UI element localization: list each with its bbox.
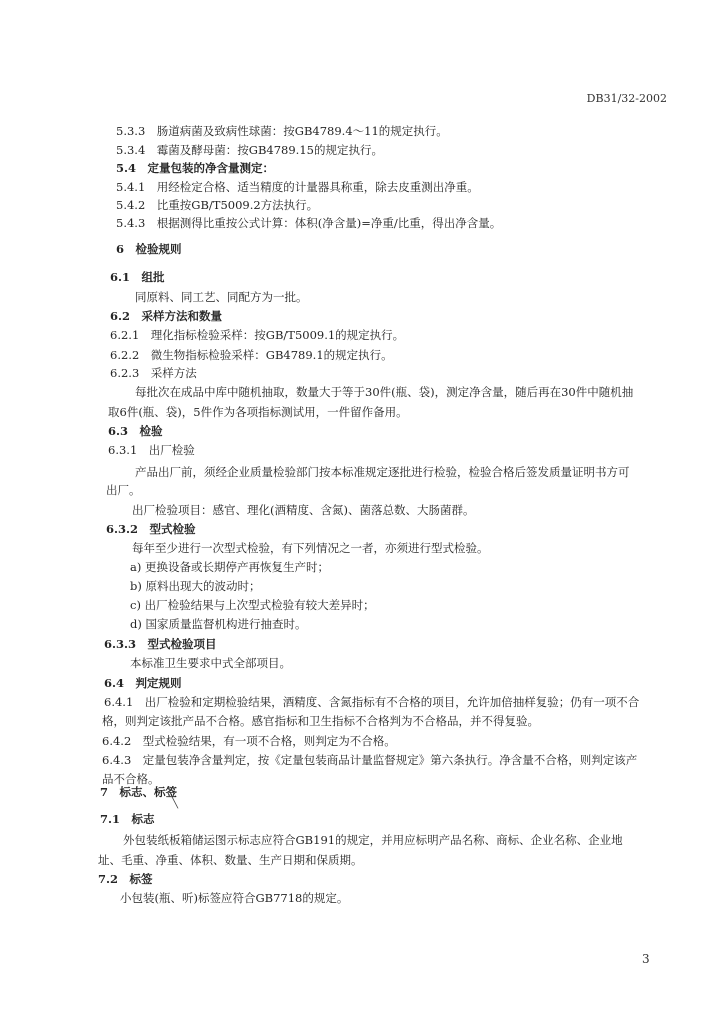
text-line: 格，则判定该批产品不合格。感官指标和卫生指标不合格判为不合格品，并不得复验。: [102, 714, 539, 728]
section-heading: 6.2 采样方法和数量: [110, 309, 223, 323]
section-heading: 6 检验规则: [116, 242, 182, 256]
section-heading: 7.2 标签: [98, 872, 153, 886]
text-line: 6.2.1 理化指标检验采样：按GB/T5009.1的规定执行。: [110, 328, 405, 342]
text-line: 5.4.3 根据测得比重按公式计算：体积(净含量)=净重/比重，得出净含量。: [116, 216, 502, 230]
text-line: 址、毛重、净重、体积、数量、生产日期和保质期。: [98, 853, 363, 867]
section-heading: 7 标志、标签: [100, 785, 178, 799]
text-line: 小包装(瓶、听)标签应符合GB7718的规定。: [120, 891, 349, 905]
list-item: a) 更换设备或长期停产再恢复生产时；: [130, 560, 329, 574]
text-line: 同原料、同工艺、同配方为一批。: [135, 290, 308, 304]
text-line: 6.2.2 微生物指标检验采样：GB4789.1的规定执行。: [110, 348, 393, 362]
text-line: 5.4.2 比重按GB/T5009.2方法执行。: [116, 198, 319, 212]
list-item: d) 国家质量监督机构进行抽查时。: [130, 617, 307, 631]
text-line: 5.3.4 霉菌及酵母菌：按GB4789.15的规定执行。: [116, 143, 383, 157]
text-line: 6.2.3 采样方法: [110, 366, 197, 380]
text-line: 每批次在成品中库中随机抽取，数量大于等于30件(瓶、袋)，测定净含量，随后再在30件中随机抽: [135, 385, 634, 399]
text-line: 6.3.1 出厂检验: [108, 443, 195, 457]
section-heading: 6.3.2 型式检验: [106, 522, 196, 536]
scan-mark: ╲: [172, 798, 179, 809]
section-heading: 7.1 标志: [100, 812, 155, 826]
list-item: c) 出厂检验结果与上次型式检验有较大差异时；: [130, 598, 375, 612]
list-item: b) 原料出现大的波动时；: [130, 579, 261, 593]
text-line: 5.3.3 肠道病菌及致病性球菌：按GB4789.4～11的规定执行。: [116, 124, 448, 138]
text-line: 6.4.3 定量包装净含量判定，按《定量包装商品计量监督规定》第六条执行。净含量不合格，则判定该产: [102, 753, 638, 767]
text-line: 出厂检验项目：感官、理化(酒精度、含氮)、菌落总数、大肠菌群。: [132, 503, 475, 517]
text-line: 6.4.2 型式检验结果，有一项不合格，则判定为不合格。: [102, 734, 396, 748]
section-heading: 6.3 检验: [108, 424, 163, 438]
section-heading: 6.1 组批: [110, 270, 165, 284]
text-line: 6.4.1 出厂检验和定期检验结果，酒精度、含氮指标有不合格的项目，允许加倍抽样复验；仍有一项不合: [104, 695, 640, 709]
section-heading: 6.4 判定规则: [104, 676, 182, 690]
text-line: 外包装纸板箱储运图示标志应符合GB191的规定，并用应标明产品名称、商标、企业名称、企业地: [123, 833, 623, 847]
text-line: 品不合格。: [102, 772, 160, 786]
text-line: 5.4.1 用经检定合格、适当精度的计量器具称重，除去皮重测出净重。: [116, 180, 479, 194]
text-line: 取6件(瓶、袋)，5件作为各项指标测试用，一件留作备用。: [108, 405, 408, 419]
text-line: 每年至少进行一次型式检验，有下列情况之一者，亦须进行型式检验。: [132, 541, 489, 555]
page-number: 3: [642, 952, 650, 966]
section-heading: 6.3.3 型式检验项目: [104, 637, 217, 651]
text-line: 产品出厂前，须经企业质量检验部门按本标准规定逐批进行检验，检验合格后签发质量证明书方可: [135, 465, 630, 479]
document-number: DB31/32-2002: [586, 92, 667, 105]
text-line: 本标准卫生要求中式全部项目。: [130, 656, 291, 670]
text-line: 出厂。: [106, 483, 141, 497]
section-heading: 5.4 定量包装的净含量测定：: [116, 161, 275, 175]
